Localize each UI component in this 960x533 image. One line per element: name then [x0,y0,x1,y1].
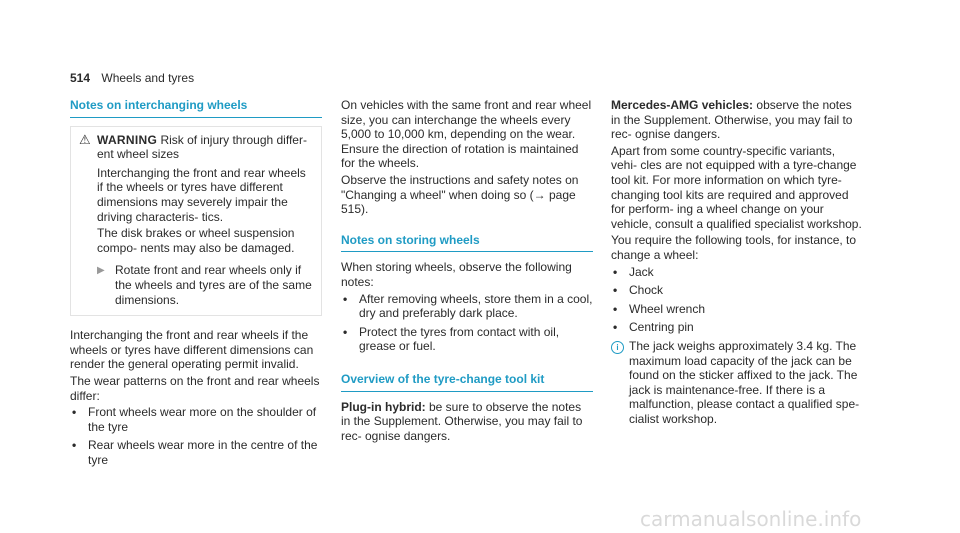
col3-para-2: You require the following tools, for instance, to change a wheel: [611,233,857,262]
list-item [70,405,322,434]
plugin-hybrid-label: Plug-in hybrid: [341,399,426,414]
list-item-text: Front wheels wear more on the shoulder of the tyre [88,405,317,434]
info-note-text: The jack weighs approximately 3.4 kg. The maximum load capacity of the jack can be found on the sticker affixed to the jack. The jack is maintenance-free. If there is a malfunction, please contact a qualified spe- cialist workshop. [629,338,860,426]
section-heading-tool-kit: Overview of the tyre-change tool kit [341,372,593,392]
bullet-dot: • [72,405,77,420]
bullet-dot: • [613,283,618,298]
page-header [70,71,194,85]
column-3 [611,98,863,426]
col2-para-2 [341,173,593,217]
section-heading-storing: Notes on storing wheels [341,233,593,253]
col3-para-1: Apart from some country-specific variants, vehi- cles are not equipped with a tyre-change tool kit. For more information on which tyre-changing tool kits are required and approved for perform- ing a wheel change on your vehicle, consult a qualified specialist workshop. [611,143,862,231]
bullet-dot: • [343,324,348,339]
storing-list [341,292,593,354]
list-item-text: Chock [629,283,664,298]
col1-para-2: The wear patterns on the front and rear wheels differ: [70,373,320,403]
info-icon: i [611,339,629,427]
page-section-title: Wheels and tyres [101,71,195,85]
bullet-dot: • [343,291,348,306]
info-note [611,339,863,427]
section-heading-interchanging: Notes on interchanging wheels [70,98,322,118]
warning-para-1: Interchanging the front and rear wheels if the wheels or tyres have different dimensions may severely impair the driving characteris- tics. [97,165,306,224]
list-item [611,302,863,317]
wear-list [70,405,322,467]
col2-para-3: When storing wheels, observe the following notes: [341,260,572,289]
warning-box [70,126,322,317]
list-item-text: Wheel wrench [629,301,706,316]
col1-para-1: Interchanging the front and rear wheels if the wheels or tyres have different dimensions can render the general operating permit invalid. [70,328,314,372]
plugin-hybrid-para [341,400,593,444]
warning-step-text: Rotate front and rear wheels only if the wheels and tyres are of the same dimensions. [115,263,312,307]
warning-triangle-icon: ⚠ [79,131,91,147]
arrow-right-icon: ▶ [97,265,105,277]
warning-step [79,263,313,307]
bullet-dot: • [72,438,77,453]
bullet-dot: • [613,320,618,335]
warning-para-2: The disk brakes or wheel suspension compo- nents may also be damaged. [97,226,295,255]
column-2 [341,98,593,445]
plugin-hybrid-text: be sure to observe the notes in the Supplement. Otherwise, you may fail to rec- ognise dangers. [341,399,583,443]
list-item [611,265,863,280]
bullet-dot: • [613,264,618,279]
amg-label: Mercedes-AMG vehicles: [611,98,754,112]
col2-para-2-text: Observe the instructions and safety notes on "Changing a wheel" when doing so [341,172,579,202]
watermark: carmanualsonline.info [640,507,862,531]
page-ref-link[interactable]: (→ page 515). [341,187,576,217]
list-item-text: Centring pin [629,320,694,335]
tools-list [611,265,863,335]
list-item-text: Protect the tyres from contact with oil, grease or fuel. [359,324,560,354]
list-item-text: Rear wheels wear more in the centre of the tyre [88,438,318,467]
list-item [611,320,863,335]
warning-title-rest: Risk of injury through differ- ent wheel sizes [97,132,307,162]
column-1 [70,98,322,471]
page-number: 514 [70,71,91,85]
list-item-text: After removing wheels, store them in a cool, dry and preferably dark place. [359,291,593,321]
bullet-dot: • [613,301,618,316]
amg-text: observe the notes in the Supplement. Otherwise, you may fail to rec- ognise dangers. [611,98,853,142]
col2-para-1: On vehicles with the same front and rear wheel size, you can interchange the wheels every 5,000 to 10,000 km, depending on the wear. Ensure the direction of rotation is maintained for the wheels. [341,98,592,171]
amg-para [611,98,863,142]
list-item [611,283,863,298]
list-item-text: Jack [629,264,654,279]
warning-title: WARNING [97,132,158,147]
list-item [70,438,322,467]
list-item [341,325,593,354]
list-item [341,292,593,321]
